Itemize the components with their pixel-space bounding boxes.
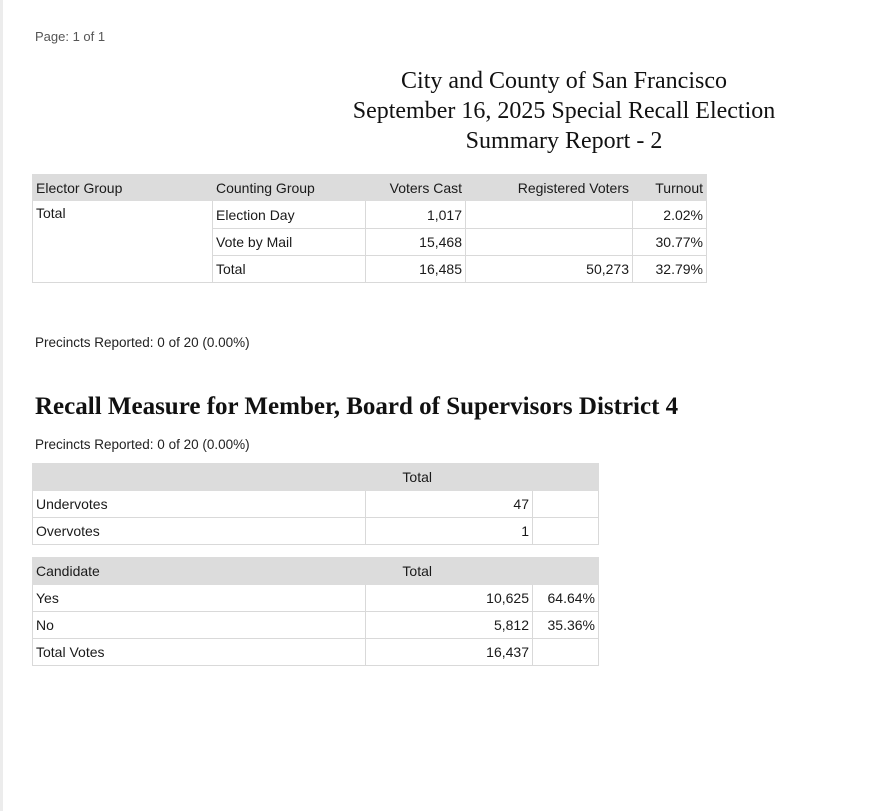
header-counting-group: Counting Group: [213, 175, 366, 201]
page-number: Page: 1 of 1: [35, 29, 106, 44]
registered-voters-cell: 50,273: [466, 256, 633, 283]
report-title-line-1: City and County of San Francisco: [401, 68, 727, 94]
candidate-pct-cell: [533, 639, 599, 666]
table-row: [33, 639, 599, 666]
votes-pct-cell: [533, 518, 599, 545]
candidates-table: [32, 557, 599, 666]
table-row: [33, 585, 599, 612]
votes-label-cell: Undervotes: [33, 491, 366, 518]
header-voters-cast: Voters Cast: [366, 175, 466, 201]
candidate-pct-cell: 35.36%: [533, 612, 599, 639]
candidate-label-cell: Yes: [33, 585, 366, 612]
table-row: [33, 491, 599, 518]
measure-title: Recall Measure for Member, Board of Supervisors District 4: [35, 393, 679, 420]
votes-total-cell: 47: [366, 491, 533, 518]
measure-precincts-reported: Precincts Reported: 0 of 20 (0.00%): [35, 437, 250, 452]
table-row: [33, 612, 599, 639]
precincts-reported-summary: Precincts Reported: 0 of 20 (0.00%): [35, 335, 250, 350]
candidate-label-cell: Total Votes: [33, 639, 366, 666]
votes-header-pct: [533, 464, 599, 491]
header-candidate: Candidate: [33, 558, 366, 585]
voters-cast-cell: 15,468: [366, 229, 466, 256]
candidate-pct-cell: 64.64%: [533, 585, 599, 612]
counting-group-cell: Total: [213, 256, 366, 283]
header-elector-group: Elector Group: [33, 175, 213, 201]
votes-pct-cell: [533, 491, 599, 518]
turnout-cell: 2.02%: [633, 201, 707, 229]
header-registered-voters: Registered Voters: [466, 175, 633, 201]
elector-group-cell: Total: [33, 201, 213, 283]
turnout-cell: 30.77%: [633, 229, 707, 256]
candidates-header-total: Total: [366, 558, 533, 585]
candidate-label-cell: No: [33, 612, 366, 639]
candidates-header-row: [33, 558, 599, 585]
voters-cast-cell: 1,017: [366, 201, 466, 229]
votes-label-cell: Overvotes: [33, 518, 366, 545]
counting-group-cell: Vote by Mail: [213, 229, 366, 256]
table-row: [33, 518, 599, 545]
votes-total-cell: 1: [366, 518, 533, 545]
table-row: [33, 201, 707, 229]
votes-table: [32, 463, 599, 545]
turnout-table: [32, 174, 707, 283]
candidate-total-cell: 16,437: [366, 639, 533, 666]
registered-voters-cell: [466, 201, 633, 229]
candidates-header-pct: [533, 558, 599, 585]
voters-cast-cell: 16,485: [366, 256, 466, 283]
votes-header-row: [33, 464, 599, 491]
registered-voters-cell: [466, 229, 633, 256]
votes-header-total: Total: [366, 464, 533, 491]
report-title: [300, 66, 828, 156]
turnout-cell: 32.79%: [633, 256, 707, 283]
report-title-line-2: September 16, 2025 Special Recall Election: [352, 98, 776, 124]
candidate-total-cell: 10,625: [366, 585, 533, 612]
turnout-header-row: [33, 175, 707, 201]
header-turnout: Turnout: [633, 175, 707, 201]
candidate-total-cell: 5,812: [366, 612, 533, 639]
report-title-line-3: Summary Report - 2: [465, 128, 663, 154]
votes-header-blank: [33, 464, 366, 491]
counting-group-cell: Election Day: [213, 201, 366, 229]
